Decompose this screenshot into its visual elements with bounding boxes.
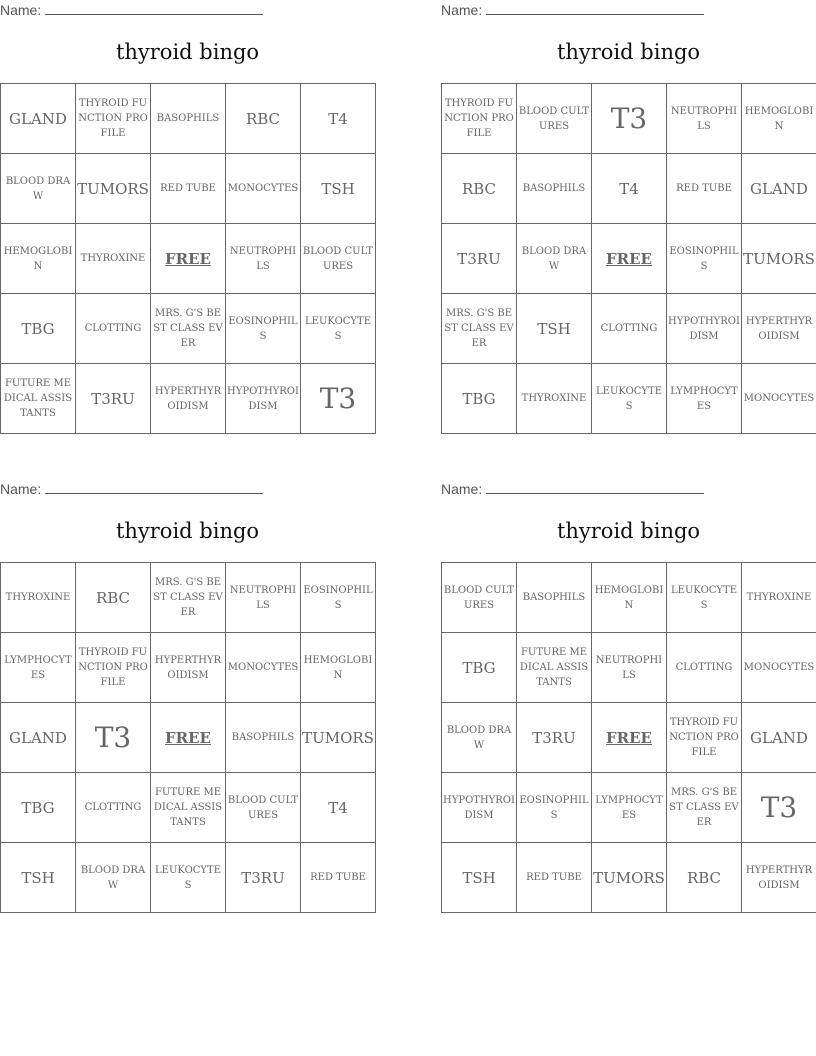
bingo-cell[interactable]: BASOPHILS xyxy=(517,154,592,224)
bingo-row xyxy=(442,364,816,434)
bingo-grid xyxy=(0,562,376,913)
bingo-cell[interactable]: RBC xyxy=(667,843,742,913)
bingo-cell[interactable]: T4 xyxy=(592,154,667,224)
bingo-cell[interactable]: TBG xyxy=(1,773,76,843)
name-field xyxy=(441,2,704,18)
bingo-cell[interactable]: BASOPHILS xyxy=(517,563,592,633)
bingo-cell[interactable]: BASOPHILS xyxy=(151,84,226,154)
bingo-cell[interactable]: BLOOD CULTURES xyxy=(442,563,517,633)
bingo-cell[interactable]: BLOOD CULTURES xyxy=(226,773,301,843)
bingo-card-1 xyxy=(0,0,375,440)
bingo-cell[interactable]: LEUKOCYTES xyxy=(667,563,742,633)
bingo-cell[interactable]: HEMOGLOBIN xyxy=(592,563,667,633)
bingo-cell[interactable]: MONOCYTES xyxy=(226,154,301,224)
bingo-row xyxy=(442,773,816,843)
bingo-cell[interactable]: TSH xyxy=(301,154,376,224)
bingo-cell[interactable]: EOSINOPHILS xyxy=(517,773,592,843)
bingo-cell[interactable]: T3 xyxy=(76,703,151,773)
bingo-cell[interactable]: EOSINOPHILS xyxy=(301,563,376,633)
bingo-row xyxy=(1,773,376,843)
bingo-cell[interactable]: T3RU xyxy=(226,843,301,913)
bingo-cell[interactable]: TSH xyxy=(1,843,76,913)
bingo-cell[interactable]: T4 xyxy=(301,773,376,843)
bingo-row xyxy=(442,843,816,913)
name-label: Name: xyxy=(441,2,483,18)
name-label: Name: xyxy=(0,481,42,497)
name-underline[interactable] xyxy=(45,2,263,15)
bingo-row xyxy=(442,84,816,154)
bingo-cell[interactable]: HYPERTHYROIDISM xyxy=(742,294,816,364)
bingo-cell[interactable]: LEUKOCYTES xyxy=(592,364,667,434)
bingo-cell[interactable]: CLOTTING xyxy=(76,773,151,843)
bingo-cell[interactable]: LYMPHOCYTES xyxy=(667,364,742,434)
name-field xyxy=(0,2,263,18)
bingo-cell[interactable]: NEUTROPHILS xyxy=(667,84,742,154)
bingo-cell[interactable]: HYPERTHYROIDISM xyxy=(742,843,816,913)
bingo-cell[interactable]: HEMOGLOBIN xyxy=(301,633,376,703)
bingo-cell[interactable]: BLOOD CULTURES xyxy=(301,224,376,294)
bingo-row xyxy=(442,633,816,703)
bingo-cell[interactable]: CLOTTING xyxy=(667,633,742,703)
card-title: thyroid bingo xyxy=(556,40,701,64)
name-label: Name: xyxy=(441,481,483,497)
bingo-row xyxy=(1,154,376,224)
bingo-cell[interactable]: FUTURE MEDICAL ASSISTANTS xyxy=(517,633,592,703)
bingo-cell[interactable]: THYROXINE xyxy=(76,224,151,294)
bingo-cell[interactable]: THYROID FUNCTION PROFILE xyxy=(442,84,517,154)
bingo-row xyxy=(1,633,376,703)
bingo-row xyxy=(1,294,376,364)
bingo-cell[interactable]: LEUKOCYTES xyxy=(151,843,226,913)
bingo-cell[interactable]: HYPOTHYROIDISM xyxy=(226,364,301,434)
bingo-cell[interactable]: MONOCYTES xyxy=(226,633,301,703)
bingo-cell[interactable]: CLOTTING xyxy=(76,294,151,364)
bingo-grid xyxy=(0,83,376,434)
name-label: Name: xyxy=(0,2,42,18)
bingo-grid xyxy=(441,562,816,913)
bingo-cell[interactable]: T3 xyxy=(742,773,816,843)
bingo-cell[interactable]: HEMOGLOBIN xyxy=(742,84,816,154)
bingo-cell[interactable]: RED TUBE xyxy=(517,843,592,913)
bingo-cell[interactable]: HYPOTHYROIDISM xyxy=(442,773,517,843)
bingo-cell[interactable]: GLAND xyxy=(1,84,76,154)
bingo-cell[interactable]: T3RU xyxy=(442,224,517,294)
bingo-cell[interactable]: HYPOTHYROIDISM xyxy=(667,294,742,364)
name-field xyxy=(441,481,704,497)
bingo-row xyxy=(1,703,376,773)
bingo-row xyxy=(442,154,816,224)
bingo-cell[interactable]: BLOOD CULTURES xyxy=(517,84,592,154)
bingo-cell[interactable]: MRS. G'S BEST CLASS EVER xyxy=(151,563,226,633)
bingo-cell[interactable]: TUMORS xyxy=(742,224,816,294)
bingo-cell[interactable]: BLOOD DRAW xyxy=(1,154,76,224)
bingo-row xyxy=(1,364,376,434)
bingo-card-4 xyxy=(441,479,816,919)
bingo-cell[interactable]: CLOTTING xyxy=(592,294,667,364)
bingo-card-2 xyxy=(441,0,816,440)
bingo-cell[interactable]: RBC xyxy=(76,563,151,633)
bingo-cell[interactable]: THYROXINE xyxy=(1,563,76,633)
bingo-cell[interactable]: MRS. G'S BEST CLASS EVER xyxy=(151,294,226,364)
card-title: thyroid bingo xyxy=(556,519,701,543)
free-space[interactable]: FREE xyxy=(151,224,226,294)
bingo-cell[interactable]: EOSINOPHILS xyxy=(226,294,301,364)
bingo-cell[interactable]: BLOOD DRAW xyxy=(442,703,517,773)
free-space[interactable]: FREE xyxy=(151,703,226,773)
bingo-cell[interactable]: MRS. G'S BEST CLASS EVER xyxy=(442,294,517,364)
bingo-cell[interactable]: THYROID FUNCTION PROFILE xyxy=(76,633,151,703)
bingo-row xyxy=(442,294,816,364)
bingo-cell[interactable]: HYPERTHYROIDISM xyxy=(151,364,226,434)
bingo-cell[interactable]: T4 xyxy=(301,84,376,154)
bingo-cell[interactable]: MONOCYTES xyxy=(742,633,816,703)
bingo-cell[interactable]: LEUKOCYTES xyxy=(301,294,376,364)
bingo-cell[interactable]: FUTURE MEDICAL ASSISTANTS xyxy=(1,364,76,434)
free-space[interactable]: FREE xyxy=(592,224,667,294)
bingo-cell[interactable]: LYMPHOCYTES xyxy=(1,633,76,703)
bingo-cell[interactable]: T3 xyxy=(301,364,376,434)
bingo-cell[interactable]: HEMOGLOBIN xyxy=(1,224,76,294)
bingo-cell[interactable]: TUMORS xyxy=(592,843,667,913)
bingo-cell[interactable]: RBC xyxy=(442,154,517,224)
bingo-row xyxy=(1,563,376,633)
bingo-row xyxy=(442,224,816,294)
bingo-row xyxy=(1,84,376,154)
bingo-cell[interactable]: RED TUBE xyxy=(667,154,742,224)
free-space[interactable]: FREE xyxy=(592,703,667,773)
bingo-cell[interactable]: HYPERTHYROIDISM xyxy=(151,633,226,703)
bingo-cell[interactable]: THYROID FUNCTION PROFILE xyxy=(76,84,151,154)
bingo-cell[interactable]: FUTURE MEDICAL ASSISTANTS xyxy=(151,773,226,843)
bingo-cell[interactable]: TSH xyxy=(517,294,592,364)
bingo-cell[interactable]: LYMPHOCYTES xyxy=(592,773,667,843)
bingo-cell[interactable]: EOSINOPHILS xyxy=(667,224,742,294)
bingo-cell[interactable]: TUMORS xyxy=(76,154,151,224)
bingo-cell[interactable]: GLAND xyxy=(742,703,816,773)
bingo-cell[interactable]: TSH xyxy=(442,843,517,913)
bingo-card-3 xyxy=(0,479,375,919)
bingo-cell[interactable]: NEUTROPHILS xyxy=(226,224,301,294)
bingo-row xyxy=(442,563,816,633)
name-field xyxy=(0,481,263,497)
bingo-cell[interactable]: RED TUBE xyxy=(301,843,376,913)
bingo-cell[interactable]: T3RU xyxy=(76,364,151,434)
bingo-cell[interactable]: T3 xyxy=(592,84,667,154)
name-underline[interactable] xyxy=(486,2,704,15)
card-title: thyroid bingo xyxy=(115,40,260,64)
bingo-cell[interactable]: GLAND xyxy=(1,703,76,773)
bingo-cell[interactable]: TBG xyxy=(1,294,76,364)
bingo-cell[interactable]: BASOPHILS xyxy=(226,703,301,773)
bingo-cell[interactable]: NEUTROPHILS xyxy=(226,563,301,633)
bingo-cell[interactable]: THYROXINE xyxy=(742,563,816,633)
card-title: thyroid bingo xyxy=(115,519,260,543)
bingo-cell[interactable]: BLOOD DRAW xyxy=(76,843,151,913)
bingo-grid xyxy=(441,83,816,434)
bingo-cell[interactable]: TBG xyxy=(442,364,517,434)
bingo-cell[interactable]: GLAND xyxy=(742,154,816,224)
bingo-cell[interactable]: MRS. G'S BEST CLASS EVER xyxy=(667,773,742,843)
bingo-cell[interactable]: T3RU xyxy=(517,703,592,773)
name-underline[interactable] xyxy=(486,481,704,494)
bingo-cell[interactable]: TBG xyxy=(442,633,517,703)
bingo-row xyxy=(1,843,376,913)
bingo-cell[interactable]: TUMORS xyxy=(301,703,376,773)
bingo-cell[interactable]: THYROXINE xyxy=(517,364,592,434)
bingo-cell[interactable]: RED TUBE xyxy=(151,154,226,224)
bingo-cell[interactable]: BLOOD DRAW xyxy=(517,224,592,294)
name-underline[interactable] xyxy=(45,481,263,494)
bingo-cell[interactable]: THYROID FUNCTION PROFILE xyxy=(667,703,742,773)
bingo-cell[interactable]: NEUTROPHILS xyxy=(592,633,667,703)
bingo-row xyxy=(1,224,376,294)
bingo-cell[interactable]: RBC xyxy=(226,84,301,154)
bingo-row xyxy=(442,703,816,773)
bingo-cell[interactable]: MONOCYTES xyxy=(742,364,816,434)
